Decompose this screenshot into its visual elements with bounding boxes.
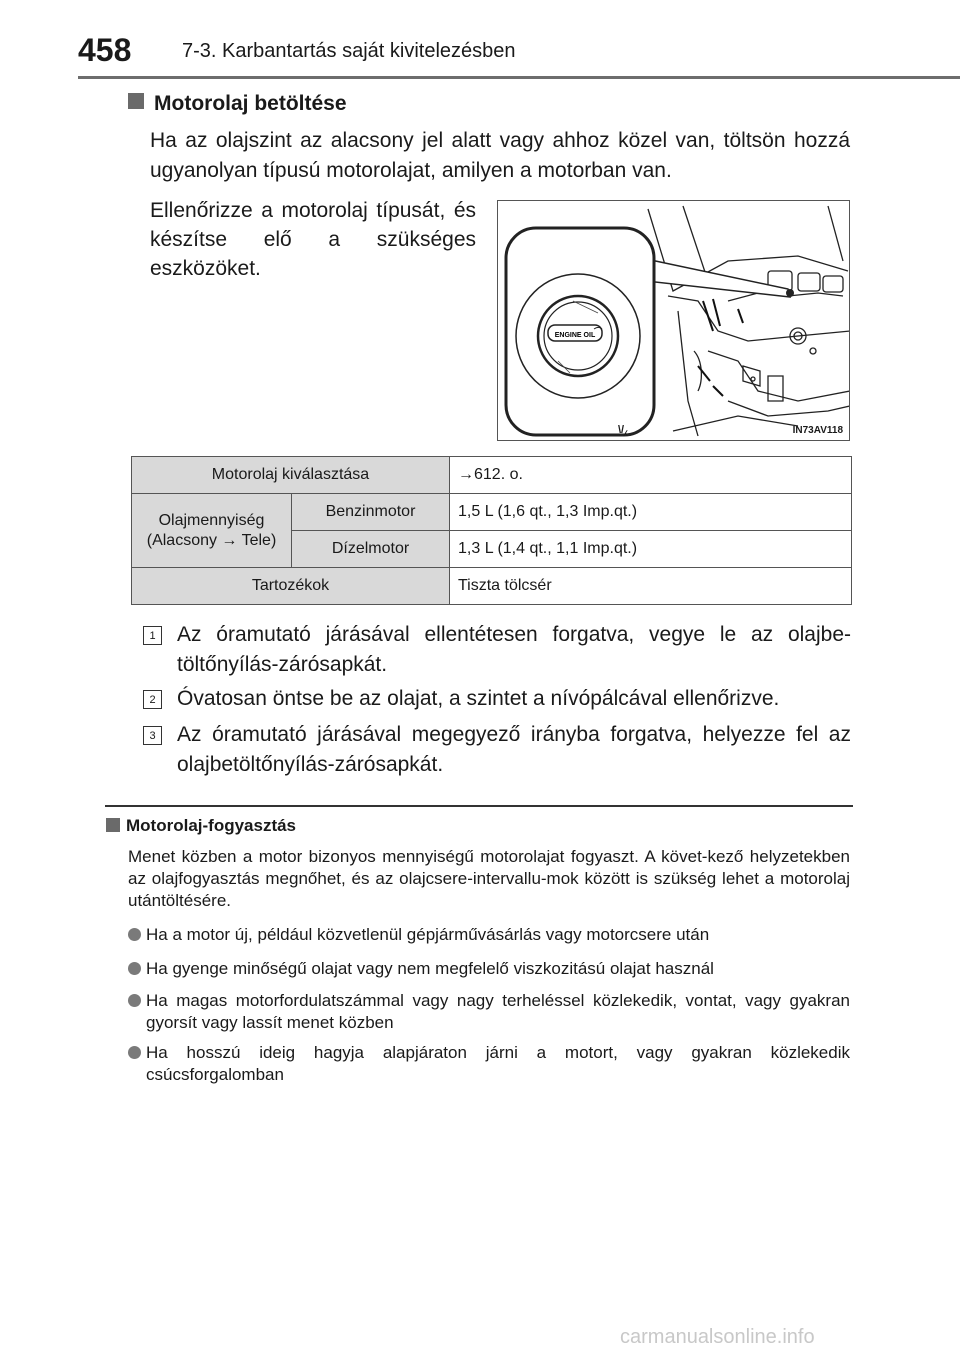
engine-oil-cap-illustration — [497, 200, 850, 441]
header-divider — [78, 76, 960, 79]
table-cell-label: Motorolaj kiválasztása — [132, 457, 450, 494]
square-bullet-icon — [106, 818, 120, 832]
section-title: Motorolaj betöltése — [154, 92, 347, 115]
bullet-dot-icon — [128, 994, 141, 1007]
consumption-title: Motorolaj-fogyasztás — [126, 816, 297, 835]
consumption-heading — [106, 816, 296, 836]
step-text: Óvatosan öntse be az olajat, a szintet a nívópálcával ellenőrizve. — [177, 687, 780, 710]
list-item-text: Ha a motor új, például közvetlenül gépjárművásárlás vagy motorcsere után — [146, 925, 710, 944]
list-item-text: Ha hosszú ideig hagyja alapjáraton járni a motort, vagy gyakran közlekedik csúcsforgalomban — [146, 1043, 850, 1084]
table-cell-label: Olajmennyiség (Alacsony → Tele) — [132, 494, 292, 568]
bullet-dot-icon — [128, 1046, 141, 1059]
consumption-intro: Menet közben a motor bizonyos mennyiségű motorolajat fogyaszt. A követ-kező helyzetekben az olajfogyasztás megnőhet, és az olajcsere-intervallu-mok között is szükség lehet a motorolaj utántöltésére. — [128, 847, 850, 910]
figure-mark: \/⁁ — [618, 424, 627, 436]
list-item — [128, 1042, 850, 1086]
section-paragraph-2: Ellenőrizze a motorolaj típusát, és készítse elő a szükséges eszközöket. — [150, 199, 476, 280]
engine-bay-drawing — [498, 201, 850, 441]
figure-code: IN73AV118 — [792, 425, 843, 436]
step-item — [143, 720, 851, 780]
page-header — [0, 0, 960, 80]
list-item-text: Ha magas motorfordulatszámmal vagy nagy terheléssel közlekedik, vontat, vagy gyakran gyorsít vagy lassít menet közben — [146, 991, 850, 1032]
table-cell-label: Tartozékok — [132, 568, 450, 605]
step-item — [143, 620, 851, 680]
list-item — [128, 924, 850, 946]
step-text: Az óramutató járásával megegyező irányba forgatva, helyezze fel az olajbetöltőnyílás-zárósapkát. — [177, 723, 851, 776]
list-item — [128, 958, 850, 980]
list-item — [128, 990, 850, 1034]
step-number-box: 1 — [143, 626, 162, 645]
bullet-dot-icon — [128, 928, 141, 941]
section-divider — [105, 805, 853, 807]
page-number: 458 — [78, 32, 132, 68]
table-cell-sublabel: Dízelmotor — [292, 531, 450, 568]
step-number-box: 3 — [143, 726, 162, 745]
section-paragraph-1: Ha az olajszint az alacsony jel alatt vagy ahhoz közel van, töltsön hozzá ugyanolyan típusú motorolajat, amilyen a motorban van. — [150, 129, 850, 182]
bullet-dot-icon — [128, 962, 141, 975]
square-bullet-icon — [128, 93, 144, 109]
section-heading — [128, 92, 347, 116]
step-number-box: 2 — [143, 690, 162, 709]
step-text: Az óramutató járásával ellentétesen forgatva, vegye le az olajbe-töltőnyílás-zárósapkát. — [177, 623, 851, 676]
cap-label-text: ENGINE OIL — [554, 332, 596, 339]
table-cell-value: →612. o. — [450, 457, 852, 494]
table-cell-value: 1,5 L (1,6 qt., 1,3 Imp.qt.) — [450, 494, 852, 531]
watermark: carmanualsonline.info — [620, 1326, 815, 1348]
table-row — [132, 494, 852, 531]
table-row — [132, 568, 852, 605]
oil-spec-table — [131, 456, 852, 605]
table-cell-sublabel: Benzinmotor — [292, 494, 450, 531]
table-cell-value: Tiszta tölcsér — [450, 568, 852, 605]
table-cell-value: 1,3 L (1,4 qt., 1,1 Imp.qt.) — [450, 531, 852, 568]
chapter-title: 7-3. Karbantartás saját kivitelezésben — [182, 40, 516, 62]
step-item — [143, 684, 851, 714]
table-row — [132, 457, 852, 494]
list-item-text: Ha gyenge minőségű olajat vagy nem megfelelő viszkozitású olajat használ — [146, 959, 714, 978]
